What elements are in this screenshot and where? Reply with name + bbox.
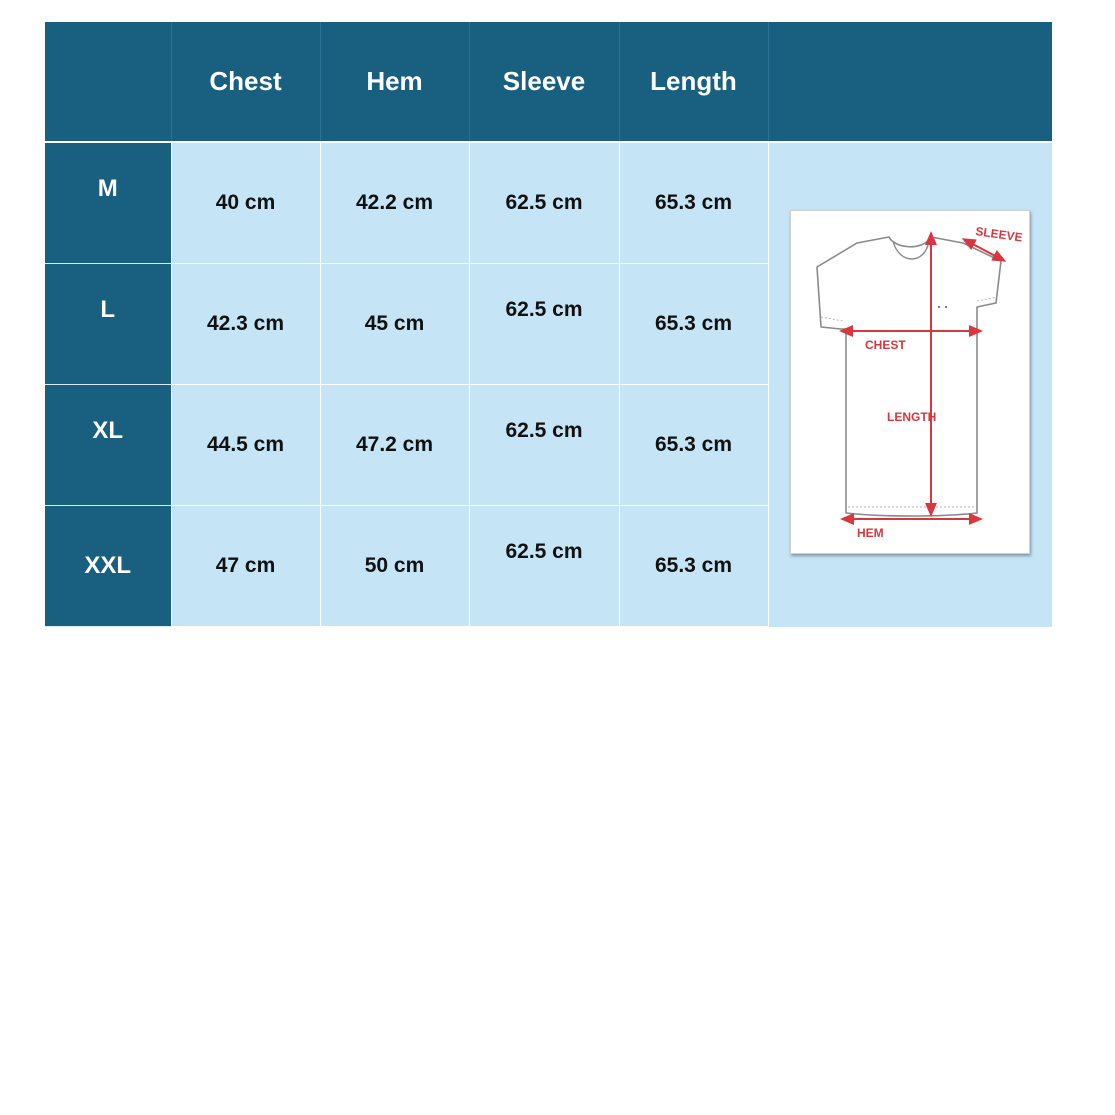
- column-header-length: Length: [619, 22, 768, 142]
- tshirt-measurement-diagram: [790, 210, 1030, 554]
- hem-value: 42.2 cm: [320, 142, 469, 264]
- sleeve-value-text: 62.5 cm: [505, 419, 583, 442]
- size-label-text: XL: [92, 417, 124, 444]
- hem-value: 50 cm: [320, 506, 469, 627]
- sleeve-value: [469, 264, 619, 385]
- tshirt-outline: [817, 237, 1001, 516]
- column-header-hem: Hem: [320, 22, 469, 142]
- sleeve-label: SLEEVE: [974, 224, 1024, 245]
- size-chart-table: [45, 22, 1052, 627]
- size-label: [45, 506, 171, 627]
- chest-value: 44.5 cm: [171, 385, 320, 506]
- size-label: [45, 142, 171, 264]
- measurement-diagram-cell: [768, 142, 1052, 627]
- hem-value: 47.2 cm: [320, 385, 469, 506]
- size-label: [45, 385, 171, 506]
- size-label: [45, 264, 171, 385]
- column-header-sleeve: Sleeve: [469, 22, 619, 142]
- sleeve-value-text: 62.5 cm: [505, 540, 583, 563]
- length-label: LENGTH: [887, 410, 937, 425]
- image-column-header: [768, 22, 1052, 142]
- chest-label: CHEST: [865, 338, 906, 353]
- label-dot: [945, 306, 947, 308]
- hem-value: 45 cm: [320, 264, 469, 385]
- length-value: 65.3 cm: [619, 385, 768, 506]
- sleeve-value: 62.5 cm: [469, 142, 619, 264]
- table-row: [45, 142, 1052, 264]
- corner-cell: [45, 22, 171, 142]
- chest-value: 47 cm: [171, 506, 320, 627]
- length-value: 65.3 cm: [619, 142, 768, 264]
- chest-value: 42.3 cm: [171, 264, 320, 385]
- hem-label: HEM: [857, 526, 884, 541]
- length-value: 65.3 cm: [619, 506, 768, 627]
- sleeve-value: [469, 506, 619, 627]
- sleeve-value: [469, 385, 619, 506]
- size-label-text: L: [100, 296, 116, 323]
- column-header-chest: Chest: [171, 22, 320, 142]
- size-label-text: M: [97, 175, 118, 202]
- sleeve-value-text: 62.5 cm: [505, 298, 583, 321]
- tshirt-diagram-svg: [791, 211, 1029, 553]
- header-row: [45, 22, 1052, 142]
- size-label-text: XXL: [84, 552, 132, 579]
- label-dot: [938, 306, 940, 308]
- length-value: 65.3 cm: [619, 264, 768, 385]
- chest-value: 40 cm: [171, 142, 320, 264]
